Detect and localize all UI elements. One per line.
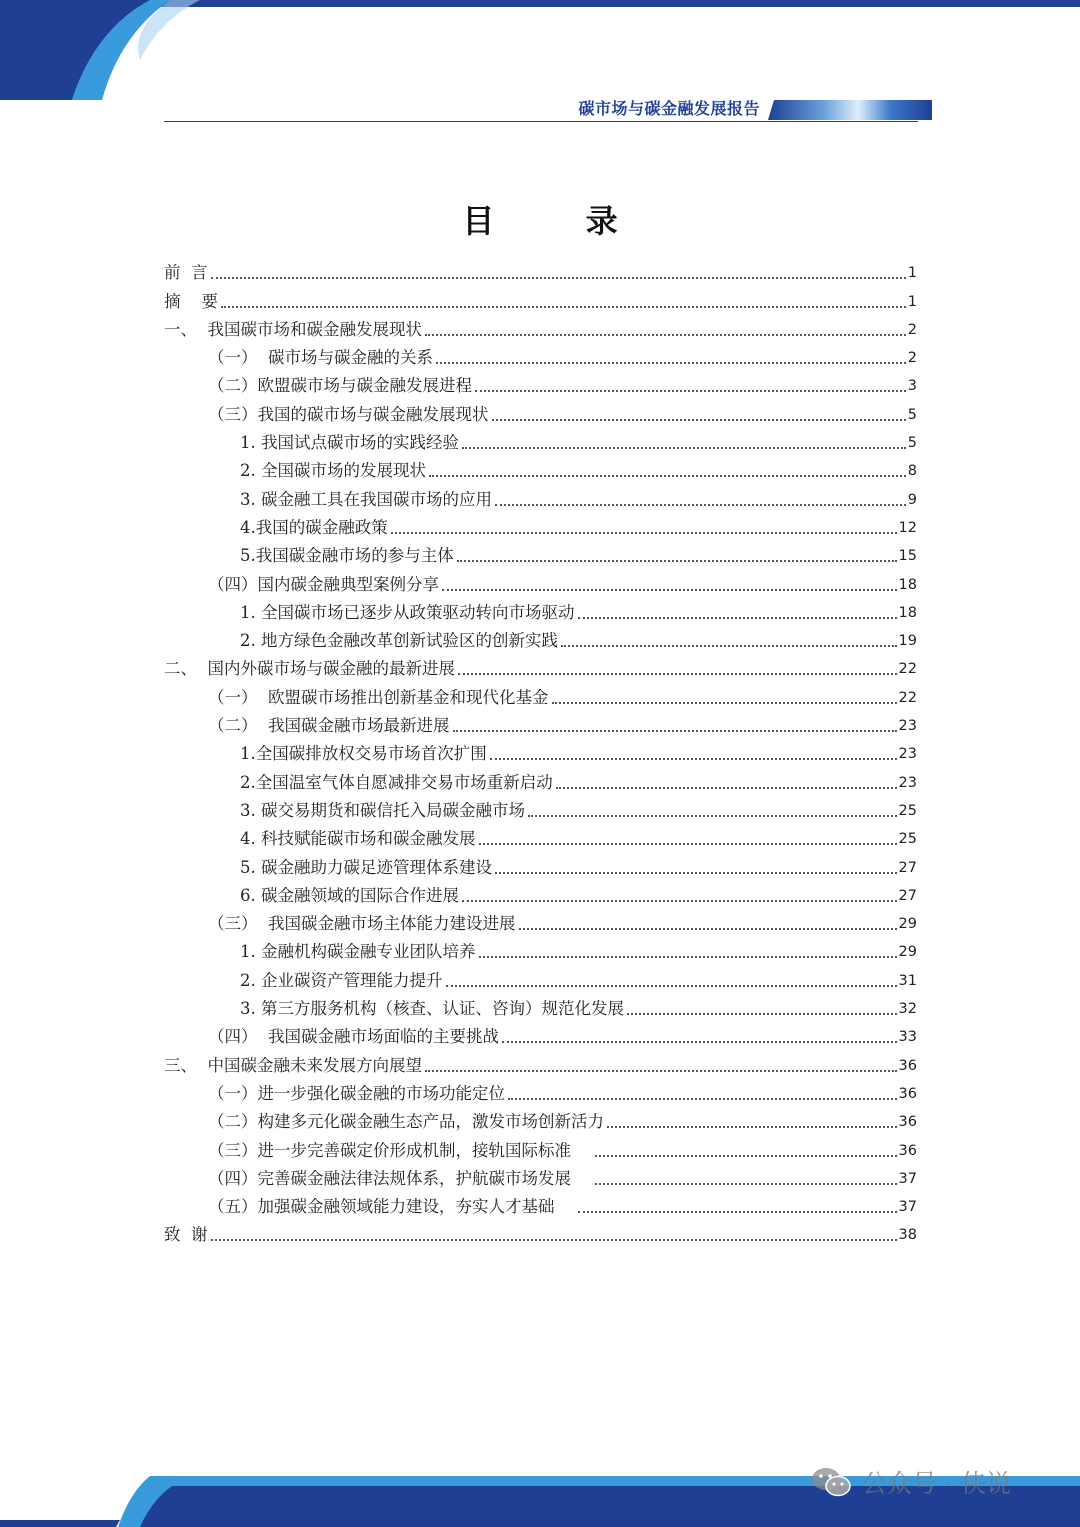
toc-entry-page: 22 bbox=[898, 689, 917, 706]
toc-leader-dots bbox=[475, 389, 906, 392]
toc-entry-page: 29 bbox=[898, 916, 917, 933]
toc-entry-label: （一） 碳市场与碳金融的关系 bbox=[208, 348, 433, 368]
toc-entry-label: 4. 科技赋能碳市场和碳金融发展 bbox=[240, 829, 476, 849]
toc-entry-label: （三）进一步完善碳定价形成机制，接轨国际标准 bbox=[208, 1140, 592, 1160]
toc-entry-page: 22 bbox=[898, 661, 917, 678]
toc-entry[interactable] bbox=[164, 963, 917, 991]
toc-leader-dots bbox=[502, 1040, 897, 1043]
toc-entry-page: 27 bbox=[898, 887, 917, 904]
toc-entry[interactable] bbox=[164, 511, 917, 539]
toc-entry-label: 1. 金融机构碳金融专业团队培养 bbox=[240, 942, 476, 962]
toc-entry[interactable] bbox=[164, 1190, 917, 1218]
toc-entry-label: 3. 第三方服务机构（核查、认证、咨询）规范化发展 bbox=[240, 999, 624, 1019]
toc-leader-dots bbox=[561, 644, 897, 647]
toc-leader-dots bbox=[442, 588, 897, 591]
toc-entry-label: （四） 我国碳金融市场面临的主要挑战 bbox=[208, 1027, 499, 1047]
toc-entry[interactable] bbox=[164, 1133, 917, 1161]
toc-entry[interactable] bbox=[164, 596, 917, 624]
toc-entry[interactable] bbox=[164, 397, 917, 425]
toc-entry-page: 19 bbox=[898, 633, 917, 650]
toc-entry-label: 一、 我国碳市场和碳金融发展现状 bbox=[164, 319, 422, 339]
toc-leader-dots bbox=[211, 276, 906, 279]
toc-entry-label: （三） 我国碳金融市场主体能力建设进展 bbox=[208, 914, 516, 934]
toc-entry-page: 31 bbox=[898, 972, 917, 989]
toc-entry[interactable] bbox=[164, 426, 917, 454]
toc-entry-page: 25 bbox=[898, 831, 917, 848]
toc-leader-dots bbox=[508, 1097, 897, 1100]
toc-entry-label: 致 谢 bbox=[164, 1225, 208, 1245]
toc-entry[interactable] bbox=[164, 1162, 917, 1190]
toc-entry[interactable] bbox=[164, 1105, 917, 1133]
toc-entry[interactable] bbox=[164, 765, 917, 793]
toc-entry[interactable] bbox=[164, 907, 917, 935]
toc-entry[interactable] bbox=[164, 1077, 917, 1105]
toc-leader-dots bbox=[221, 305, 906, 308]
toc-entry-label: 1. 我国试点碳市场的实践经验 bbox=[240, 433, 459, 453]
header-rule bbox=[164, 121, 918, 122]
toc-entry-page: 36 bbox=[898, 1057, 917, 1074]
toc-entry-label: 2. 企业碳资产管理能力提升 bbox=[240, 970, 443, 990]
toc-leader-dots bbox=[425, 1069, 897, 1072]
toc-leader-dots bbox=[211, 1238, 897, 1241]
toc-entry-page: 32 bbox=[898, 1001, 917, 1018]
toc-leader-dots bbox=[462, 899, 897, 902]
toc-entry[interactable] bbox=[164, 624, 917, 652]
watermark-text: 公众号 · 侠说 bbox=[862, 1469, 1011, 1498]
toc-entry-page: 15 bbox=[898, 548, 917, 565]
toc-entry-page: 23 bbox=[898, 718, 917, 735]
toc-leader-dots bbox=[458, 672, 897, 675]
report-title: 碳市场与碳金融发展报告 bbox=[578, 99, 760, 118]
toc-entry-page: 5 bbox=[907, 435, 917, 452]
toc-entry-page: 29 bbox=[898, 944, 917, 961]
toc-leader-dots bbox=[453, 729, 897, 732]
toc-entry-label: 2. 全国碳市场的发展现状 bbox=[240, 461, 426, 481]
toc-entry-page: 5 bbox=[907, 406, 917, 423]
toc-entry[interactable] bbox=[164, 935, 917, 963]
toc-entry-label: 二、 国内外碳市场与碳金融的最新进展 bbox=[164, 659, 455, 679]
toc-entry[interactable] bbox=[164, 1218, 917, 1246]
toc-entry[interactable] bbox=[164, 992, 917, 1020]
toc-leader-dots bbox=[479, 955, 897, 958]
toc-entry-page: 18 bbox=[898, 576, 917, 593]
toc-entry-page: 36 bbox=[898, 1114, 917, 1131]
toc-entry-page: 37 bbox=[898, 1199, 917, 1216]
toc-entry-label: 1. 全国碳市场已逐步从政策驱动转向市场驱动 bbox=[240, 602, 575, 622]
toc-entry-page: 37 bbox=[898, 1170, 917, 1187]
toc-entry-label: （二）构建多元化碳金融生态产品，激发市场创新活力 bbox=[208, 1112, 604, 1132]
toc-entry-page: 1 bbox=[907, 265, 917, 282]
toc-entry-page: 9 bbox=[907, 491, 917, 508]
toc-entry[interactable] bbox=[164, 850, 917, 878]
toc-entry-label: （四）完善碳金融法律法规体系，护航碳市场发展 bbox=[208, 1168, 592, 1188]
toc-entry-label: （一）进一步强化碳金融的市场功能定位 bbox=[208, 1083, 505, 1103]
toc-entry[interactable] bbox=[164, 652, 917, 680]
toc-leader-dots bbox=[595, 1182, 897, 1185]
toc-entry-label: 3. 碳交易期货和碳信托入局碳金融市场 bbox=[240, 800, 525, 820]
toc-leader-dots bbox=[436, 361, 906, 364]
toc-entry[interactable] bbox=[164, 369, 917, 397]
toc-leader-dots bbox=[578, 616, 897, 619]
toc-entry[interactable] bbox=[164, 1048, 917, 1076]
toc-entry[interactable] bbox=[164, 256, 917, 284]
toc-entry-label: （二）欧盟碳市场与碳金融发展进程 bbox=[208, 376, 472, 396]
toc-entry[interactable] bbox=[164, 284, 917, 312]
toc-entry-label: （一） 欧盟碳市场推出创新基金和现代化基金 bbox=[208, 687, 549, 707]
toc-entry-label: 摘 要 bbox=[164, 291, 218, 311]
toc-entry-page: 8 bbox=[907, 463, 917, 480]
toc-leader-dots bbox=[446, 984, 897, 987]
toc-entry[interactable] bbox=[164, 879, 917, 907]
toc-entry-page: 38 bbox=[898, 1227, 917, 1244]
toc-entry-label: 2.全国温室气体自愿减排交易市场重新启动 bbox=[240, 772, 553, 792]
toc-leader-dots bbox=[519, 927, 897, 930]
toc-entry-label: （三）我国的碳市场与碳金融发展现状 bbox=[208, 404, 489, 424]
wechat-icon bbox=[810, 1465, 852, 1499]
toc-entry-page: 3 bbox=[907, 378, 917, 395]
toc-entry-label: 3. 碳金融工具在我国碳市场的应用 bbox=[240, 489, 492, 509]
toc-entry-page: 23 bbox=[898, 774, 917, 791]
toc-entry-label: 三、 中国碳金融未来发展方向展望 bbox=[164, 1055, 422, 1075]
toc-entry-page: 33 bbox=[898, 1029, 917, 1046]
toc-entry[interactable] bbox=[164, 794, 917, 822]
toc-entry[interactable] bbox=[164, 313, 917, 341]
toc-entry-page: 36 bbox=[898, 1085, 917, 1102]
toc-leader-dots bbox=[578, 1210, 896, 1213]
toc-entry-label: （二） 我国碳金融市场最新进展 bbox=[208, 716, 450, 736]
header-accent-bar bbox=[768, 100, 932, 120]
toc-leader-dots bbox=[595, 1154, 897, 1157]
toc-leader-dots bbox=[429, 474, 906, 477]
toc-entry-label: （五）加强碳金融领域能力建设，夯实人才基础 bbox=[208, 1197, 576, 1217]
toc-leader-dots bbox=[425, 333, 906, 336]
toc-entry-page: 23 bbox=[898, 746, 917, 763]
toc-entry[interactable] bbox=[164, 737, 917, 765]
watermark bbox=[810, 1462, 1011, 1502]
toc-entry-label: 5. 碳金融助力碳足迹管理体系建设 bbox=[240, 857, 492, 877]
toc-entry-page: 1 bbox=[907, 293, 917, 310]
toc-entry[interactable] bbox=[164, 482, 917, 510]
toc-leader-dots bbox=[552, 701, 897, 704]
toc-leader-dots bbox=[556, 786, 897, 789]
toc-entry-page: 12 bbox=[898, 519, 917, 536]
toc-entry-label: 1.全国碳排放权交易市场首次扩围 bbox=[240, 744, 487, 764]
toc-entry[interactable] bbox=[164, 709, 917, 737]
toc-entry[interactable] bbox=[164, 822, 917, 850]
toc-leader-dots bbox=[490, 757, 897, 760]
page-title: 目 录 bbox=[462, 202, 658, 240]
toc-entry-page: 2 bbox=[907, 350, 917, 367]
toc-entry-label: 前 言 bbox=[164, 263, 208, 283]
toc-leader-dots bbox=[492, 418, 906, 421]
toc-leader-dots bbox=[528, 814, 897, 817]
toc-entry-label: 4.我国的碳金融政策 bbox=[240, 517, 388, 537]
toc-entry-label: 6. 碳金融领域的国际合作进展 bbox=[240, 885, 459, 905]
toc-entry[interactable] bbox=[164, 567, 917, 595]
toc-entry[interactable] bbox=[164, 341, 917, 369]
toc-leader-dots bbox=[607, 1125, 897, 1128]
toc-entry[interactable] bbox=[164, 680, 917, 708]
toc-leader-dots bbox=[462, 446, 906, 449]
table-of-contents bbox=[164, 256, 917, 1246]
toc-leader-dots bbox=[495, 503, 906, 506]
toc-leader-dots bbox=[391, 531, 897, 534]
toc-leader-dots bbox=[479, 842, 897, 845]
toc-entry-page: 2 bbox=[907, 321, 917, 338]
toc-leader-dots bbox=[627, 1012, 897, 1015]
toc-leader-dots bbox=[495, 871, 897, 874]
toc-entry-label: （四）国内碳金融典型案例分享 bbox=[208, 574, 439, 594]
toc-entry[interactable] bbox=[164, 539, 917, 567]
toc-entry[interactable] bbox=[164, 454, 917, 482]
toc-entry-page: 25 bbox=[898, 802, 917, 819]
toc-entry-label: 5.我国碳金融市场的参与主体 bbox=[240, 546, 454, 566]
toc-entry-page: 36 bbox=[898, 1142, 917, 1159]
toc-entry-label: 2. 地方绿色金融改革创新试验区的创新实践 bbox=[240, 631, 558, 651]
toc-leader-dots bbox=[457, 559, 897, 562]
toc-entry-page: 27 bbox=[898, 859, 917, 876]
toc-entry-page: 18 bbox=[898, 604, 917, 621]
toc-entry[interactable] bbox=[164, 1020, 917, 1048]
